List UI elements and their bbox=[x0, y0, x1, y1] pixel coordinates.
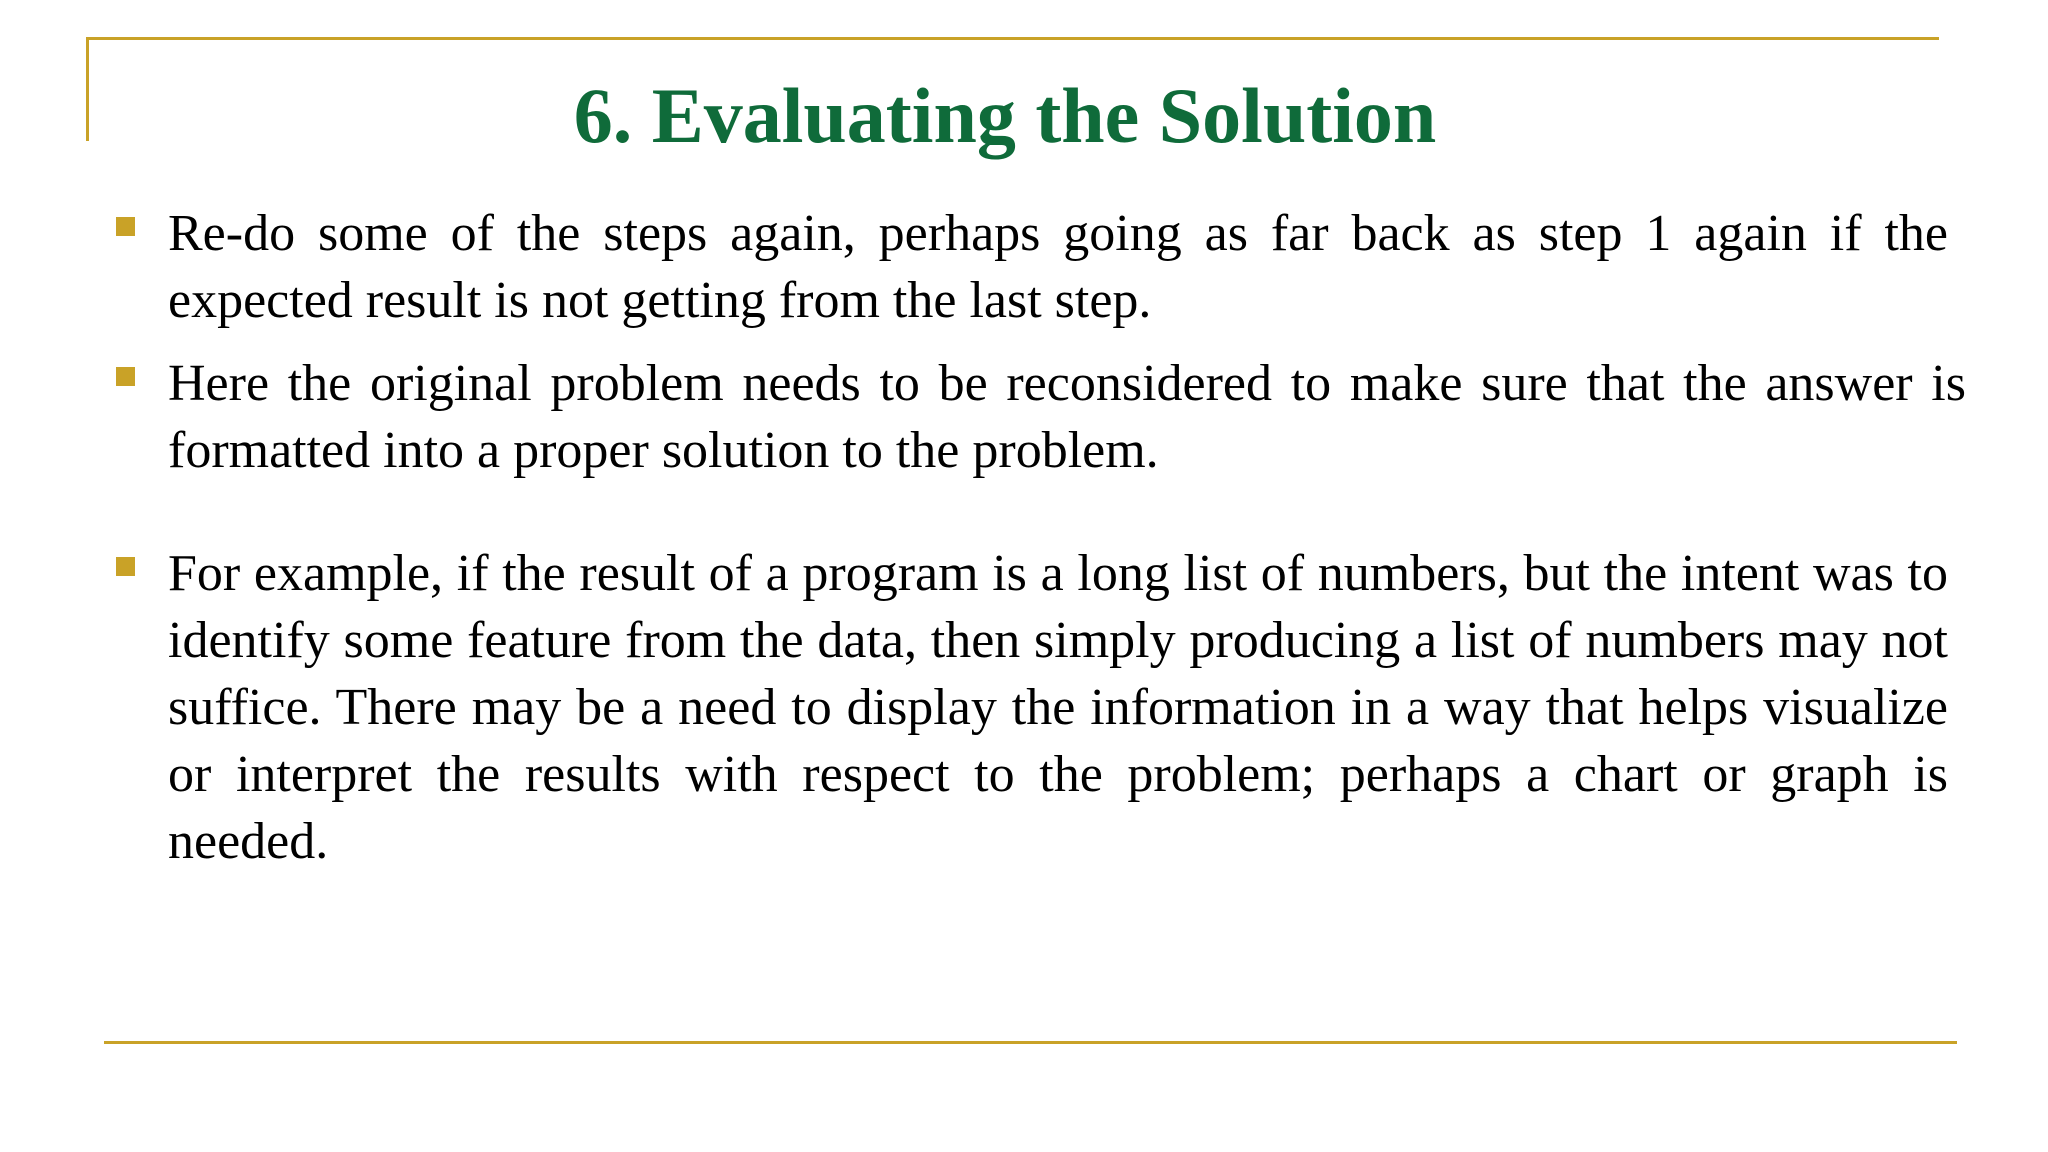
slide-title: 6. Evaluating the Solution bbox=[573, 72, 1437, 159]
bottom-divider-line bbox=[104, 1041, 1957, 1044]
bullet-text: Here the original problem needs to be reconsidered to make sure that the answer is formatted into a proper solution to the problem. bbox=[168, 355, 1966, 479]
top-divider-line bbox=[86, 37, 1939, 40]
bullet-text: Re-do some of the steps again, perhaps going as far back as step 1 again if the expected result is not getting from the last step. bbox=[168, 205, 1948, 329]
bullet-text: For example, if the result of a program is a long list of numbers, but the intent was to identify some feature from the data, then simply producing a list of numbers may not suffice. There may be a need to display the information in a way that helps visualize or interpret the results with respect to the problem; perhaps a chart or graph is needed. bbox=[168, 545, 1948, 870]
square-bullet-icon bbox=[116, 557, 135, 576]
square-bullet-icon bbox=[116, 217, 135, 236]
square-bullet-icon bbox=[116, 367, 135, 386]
